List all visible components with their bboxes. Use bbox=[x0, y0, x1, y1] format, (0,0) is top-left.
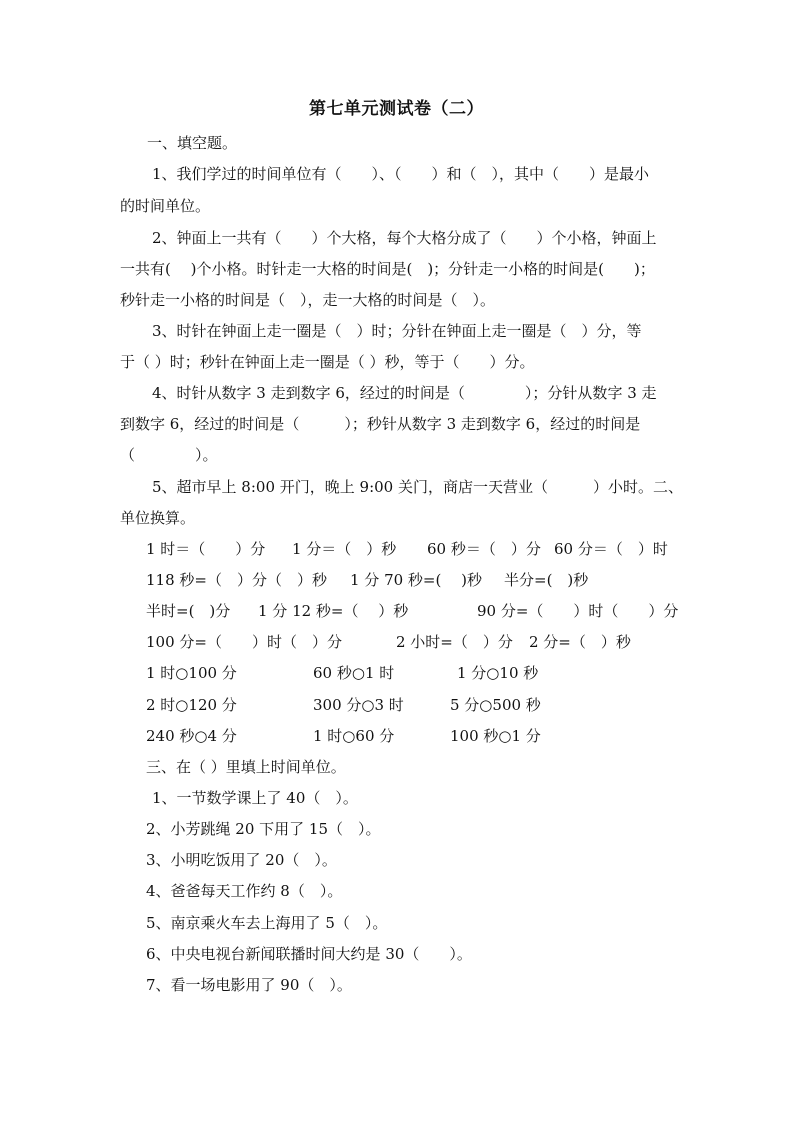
unit-question: 3、小明吃饭用了 20（ ）。 bbox=[146, 851, 337, 869]
conversion-item: 1 分 12 秒=（ ）秒 bbox=[258, 602, 409, 620]
conversion-item: 2 分=（ ）秒 bbox=[529, 633, 631, 651]
question-5-line-2: 单位换算。 bbox=[120, 509, 196, 527]
comparison-item: 300 分○3 时 bbox=[313, 696, 404, 714]
question-4-line-3: （ ）。 bbox=[120, 446, 218, 464]
conversion-item: 118 秒=（ ）分（ ）秒 bbox=[146, 571, 327, 589]
conversion-item: 100 分=（ ）时（ ）分 bbox=[146, 633, 342, 651]
unit-question: 6、中央电视台新闻联播时间大约是 30（ ）。 bbox=[146, 945, 472, 963]
comparison-item: 2 时○120 分 bbox=[146, 696, 237, 714]
comparison-item: 5 分○500 秒 bbox=[450, 696, 541, 714]
question-2-line-1: 2、钟面上一共有（ ）个大格，每个大格分成了（ ）个小格，钟面上 bbox=[152, 229, 657, 247]
comparison-item: 100 秒○1 分 bbox=[450, 727, 541, 745]
question-1-line-2: 的时间单位。 bbox=[120, 197, 211, 215]
conversion-item: 半分=( )秒 bbox=[504, 571, 589, 589]
conversion-item: 1 分 70 秒=( )秒 bbox=[350, 571, 482, 589]
unit-question: 2、小芳跳绳 20 下用了 15（ ）。 bbox=[146, 820, 381, 838]
section-heading-fill-units: 三、在（ ）里填上时间单位。 bbox=[146, 758, 346, 776]
question-3-line-1: 3、时针在钟面上走一圈是（ ）时；分针在钟面上走一圈是（ ）分，等 bbox=[152, 322, 642, 340]
conversion-item: 1 时＝（ ）分 bbox=[146, 540, 266, 558]
question-5-line-1: 5、超市早上 8:00 开门，晚上 9:00 关门，商店一天营业（ ）小时。二、 bbox=[152, 478, 683, 496]
comparison-item: 60 秒○1 时 bbox=[313, 664, 395, 682]
question-4-line-2: 到数字 6，经过的时间是（ ）；秒针从数字 3 走到数字 6，经过的时间是 bbox=[120, 415, 641, 433]
question-2-line-2: 一共有( )个小格。时针走一大格的时间是( )；分针走一小格的时间是( )； bbox=[120, 260, 655, 278]
unit-question: 1、一节数学课上了 40（ ）。 bbox=[152, 789, 358, 807]
comparison-item: 1 分○10 秒 bbox=[457, 664, 539, 682]
page-title: 第七单元测试卷（二） bbox=[309, 99, 484, 119]
comparison-item: 240 秒○4 分 bbox=[146, 727, 237, 745]
question-2-line-3: 秒针走一小格的时间是（ ），走一大格的时间是（ ）。 bbox=[120, 291, 496, 309]
question-1-line-1: 1、我们学过的时间单位有（ ）、（ ）和（ ），其中（ ）是最小 bbox=[152, 165, 650, 183]
conversion-item: 1 分＝（ ）秒 bbox=[292, 540, 397, 558]
unit-question: 7、看一场电影用了 90（ ）。 bbox=[146, 976, 352, 994]
section-heading-fill-in: 一、填空题。 bbox=[147, 134, 238, 152]
comparison-item: 1 时○100 分 bbox=[146, 664, 237, 682]
conversion-item: 60 秒＝（ ）分 bbox=[427, 540, 541, 558]
conversion-item: 60 分＝（ ）时 bbox=[554, 540, 668, 558]
conversion-item: 2 小时=（ ）分 bbox=[396, 633, 513, 651]
conversion-item: 半时=( )分 bbox=[146, 602, 231, 620]
question-4-line-1: 4、时针从数字 3 走到数字 6，经过的时间是（ ）；分针从数字 3 走 bbox=[152, 384, 657, 402]
unit-question: 4、爸爸每天工作约 8（ ）。 bbox=[146, 882, 343, 900]
conversion-item: 90 分=（ ）时（ ）分 bbox=[477, 602, 679, 620]
question-3-line-2: 于（ ）时；秒针在钟面上走一圈是（ ）秒，等于（ ）分。 bbox=[120, 353, 535, 371]
unit-question: 5、南京乘火车去上海用了 5（ ）。 bbox=[146, 914, 388, 932]
comparison-item: 1 时○60 分 bbox=[313, 727, 395, 745]
